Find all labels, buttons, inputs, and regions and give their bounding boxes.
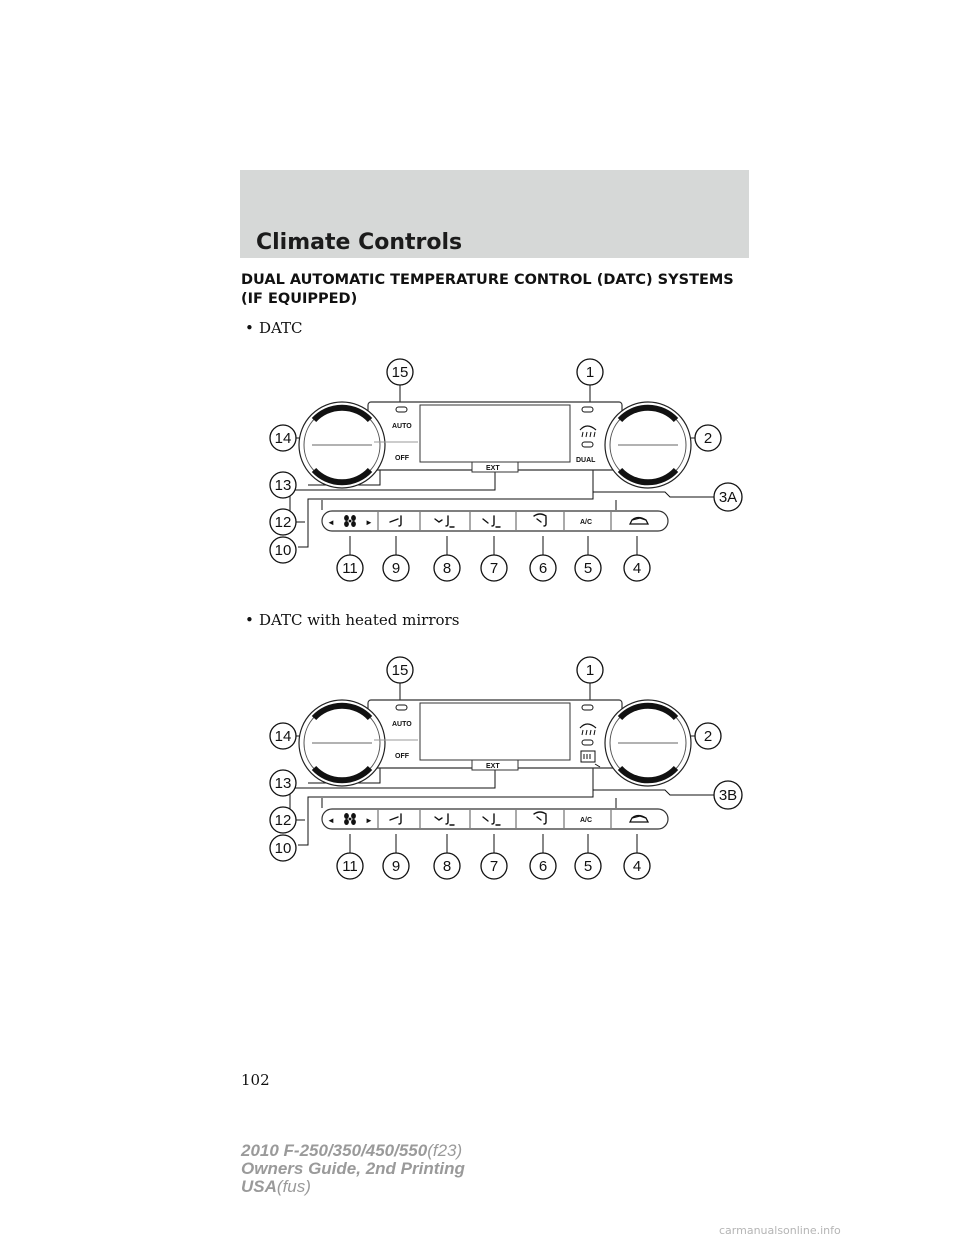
callout-15: 15 <box>391 364 409 381</box>
defrost-indicator <box>582 705 593 710</box>
control-panel-svg <box>250 648 750 888</box>
auto-button[interactable]: AUTO <box>392 721 412 728</box>
off-button[interactable]: OFF <box>395 753 409 760</box>
callout-14: 14 <box>274 728 292 745</box>
callout-6: 6 <box>538 858 548 875</box>
fan-decrease-button[interactable]: ◄ <box>327 816 335 825</box>
page-header-title: Climate Controls <box>256 230 463 255</box>
callout-3: 3B <box>718 787 738 804</box>
callout-9: 9 <box>391 560 401 577</box>
callout-2: 2 <box>703 430 713 447</box>
footer-market: USA <box>241 1177 277 1196</box>
datc-heated-mirrors-diagram <box>250 648 750 888</box>
right-temperature-knob[interactable] <box>605 402 691 488</box>
callout-5: 5 <box>583 560 593 577</box>
callout-13: 13 <box>274 477 292 494</box>
display-screen <box>420 405 570 462</box>
callout-7: 7 <box>489 858 499 875</box>
section-title-line-2: (IF EQUIPPED) <box>241 291 358 307</box>
callout-13: 13 <box>274 775 292 792</box>
watermark: carmanualsonline.info <box>719 1224 841 1237</box>
display-screen <box>420 703 570 760</box>
callout-9: 9 <box>391 858 401 875</box>
button-strip <box>322 511 668 531</box>
callout-11: 11 <box>342 858 358 875</box>
callout-12: 12 <box>274 812 292 829</box>
callout-8: 8 <box>442 560 452 577</box>
auto-indicator <box>396 705 407 710</box>
bullet-label: DATC <box>259 319 303 337</box>
defrost-indicator <box>582 407 593 412</box>
dual-indicator <box>582 442 593 447</box>
footer <box>241 1142 465 1196</box>
callout-1: 1 <box>585 662 595 679</box>
callout-3: 3A <box>718 489 738 506</box>
left-temperature-knob[interactable] <box>299 700 385 786</box>
callout-12: 12 <box>274 514 292 531</box>
callout-5: 5 <box>583 858 593 875</box>
dual-button[interactable]: DUAL <box>576 457 596 464</box>
right-temperature-knob[interactable] <box>605 700 691 786</box>
left-temperature-knob[interactable] <box>299 402 385 488</box>
callout-2: 2 <box>703 728 713 745</box>
footer-model: 2010 F-250/350/450/550 <box>241 1141 428 1160</box>
bullet-label: DATC with heated mirrors <box>259 611 460 629</box>
auto-indicator <box>396 407 407 412</box>
ac-button[interactable]: A/C <box>580 817 593 824</box>
bullet-datc: • DATC <box>245 319 303 337</box>
callout-7: 7 <box>489 560 499 577</box>
ac-button[interactable]: A/C <box>580 519 593 526</box>
control-panel-svg <box>250 350 750 590</box>
callout-6: 6 <box>538 560 548 577</box>
callout-1: 1 <box>585 364 595 381</box>
callout-4: 4 <box>632 858 642 875</box>
callout-11: 11 <box>342 560 358 577</box>
callout-4: 4 <box>632 560 642 577</box>
callout-15: 15 <box>391 662 409 679</box>
callout-14: 14 <box>274 430 292 447</box>
ext-button: EXT <box>486 465 500 472</box>
footer-guide: Owners Guide, 2nd Printing <box>241 1159 465 1178</box>
fan-increase-button[interactable]: ► <box>365 816 373 825</box>
datc-diagram <box>250 350 750 590</box>
section-title-line-1: DUAL AUTOMATIC TEMPERATURE CONTROL (DATC) SYSTEMS <box>241 272 734 288</box>
footer-model-code: (f23) <box>427 1141 463 1160</box>
ext-button: EXT <box>486 763 500 770</box>
fan-increase-button[interactable]: ► <box>365 518 373 527</box>
button-strip <box>322 809 668 829</box>
off-button[interactable]: OFF <box>395 455 409 462</box>
bullet-datc-heated-mirrors: • DATC with heated mirrors <box>245 611 460 629</box>
page-number: 102 <box>241 1071 270 1089</box>
dual-indicator <box>582 740 593 745</box>
footer-market-code: (fus) <box>276 1177 311 1196</box>
fan-decrease-button[interactable]: ◄ <box>327 518 335 527</box>
section-title <box>241 271 761 309</box>
callout-10: 10 <box>274 542 292 559</box>
auto-button[interactable]: AUTO <box>392 423 412 430</box>
callout-10: 10 <box>274 840 292 857</box>
callout-8: 8 <box>442 858 452 875</box>
